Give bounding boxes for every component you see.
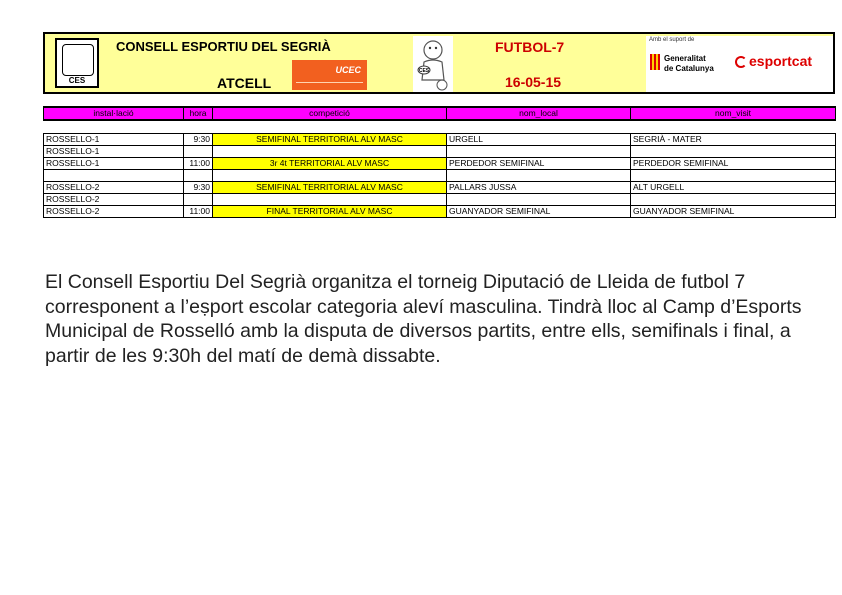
ces-emblem-icon	[62, 44, 94, 76]
cell-home-team: URGELL	[447, 134, 631, 146]
column-header-away-team: nom_visit	[631, 107, 836, 120]
esportcat-swoosh-icon	[735, 56, 747, 68]
cell-competition: SEMIFINAL TERRITORIAL ALV MASC	[213, 134, 447, 146]
table-row	[44, 134, 836, 146]
cell-away-team	[631, 194, 836, 206]
table-spacer-row	[44, 120, 836, 134]
cell-away-team: PERDEDOR SEMIFINAL	[631, 158, 836, 170]
cell-installation: ROSSELLO-1	[44, 158, 184, 170]
table-row	[44, 170, 836, 182]
cell-home-team	[447, 170, 631, 182]
cell-away-team: GUANYADOR SEMIFINAL	[631, 206, 836, 218]
cell-time: 9:30	[184, 134, 213, 146]
cell-competition: SEMIFINAL TERRITORIAL ALV MASC	[213, 182, 447, 194]
organization-title: CONSELL ESPORTIU DEL SEGRIÀ	[116, 39, 331, 54]
event-description: El Consell Esportiu Del Segrià organitza el torneig Diputació de Lleida de futbol 7 corresponent a l’eṣport escolar categoria aleví masculina. Tindrà lloc al Camp d’Esports Municipal de Rosselló amb la disputa de diversos partits, entre ells, semifinals i final, a partir de les 9:30h del matí de demà dissabte.	[45, 271, 802, 367]
ucec-logo-text: UCEC	[335, 65, 361, 75]
column-header-home-team: nom_local	[447, 107, 631, 120]
cell-home-team	[447, 194, 631, 206]
cell-competition	[213, 194, 447, 206]
cell-away-team	[631, 170, 836, 182]
column-header-competition: competició	[213, 107, 447, 120]
table-row	[44, 158, 836, 170]
column-header-time: hora	[184, 107, 213, 120]
cell-installation	[44, 170, 184, 182]
ces-logo	[55, 38, 99, 88]
ces-logo-text: CES	[68, 76, 86, 85]
cell-away-team: SEGRIÀ - MATER	[631, 134, 836, 146]
cell-away-team: ALT URGELL	[631, 182, 836, 194]
sport-label: FUTBOL-7	[495, 39, 565, 55]
cell-time: 11:00	[184, 206, 213, 218]
document-header	[43, 32, 835, 94]
table-row	[44, 194, 836, 206]
generalitat-logo: Generalitat de Catalunya	[664, 54, 714, 73]
cell-time	[184, 170, 213, 182]
table-row	[44, 146, 836, 158]
ucec-logo	[292, 60, 367, 90]
table-row	[44, 182, 836, 194]
table-row	[44, 206, 836, 218]
mascot-icon	[413, 36, 453, 92]
venue-label: ATCELL	[217, 75, 272, 91]
column-header-installation: instal·lació	[44, 107, 184, 120]
table-header-row	[44, 107, 836, 120]
cell-away-team	[631, 146, 836, 158]
cell-installation: ROSSELLO-1	[44, 146, 184, 158]
cell-installation: ROSSELLO-2	[44, 206, 184, 218]
cell-time	[184, 194, 213, 206]
schedule-table	[43, 106, 836, 218]
esportcat-logo: esportcat	[749, 53, 813, 69]
cell-time: 9:30	[184, 182, 213, 194]
generalitat-flag-icon	[650, 54, 660, 70]
cell-competition: FINAL TERRITORIAL ALV MASC	[213, 206, 447, 218]
sponsor-box	[646, 36, 833, 92]
cell-installation: ROSSELLO-1	[44, 134, 184, 146]
event-date: 16-05-15	[505, 74, 562, 90]
cell-competition	[213, 170, 447, 182]
cell-competition: 3r 4t TERRITORIAL ALV MASC	[213, 158, 447, 170]
cell-installation: ROSSELLO-2	[44, 194, 184, 206]
cell-time: 11:00	[184, 158, 213, 170]
cell-home-team	[447, 146, 631, 158]
cell-home-team: GUANYADOR SEMIFINAL	[447, 206, 631, 218]
cell-home-team: PERDEDOR SEMIFINAL	[447, 158, 631, 170]
cell-home-team: PALLARS JUSSA	[447, 182, 631, 194]
support-label: Amb el suport de	[649, 37, 695, 43]
svg-text:CES: CES	[418, 68, 430, 74]
cell-time	[184, 146, 213, 158]
cell-competition	[213, 146, 447, 158]
cell-installation: ROSSELLO-2	[44, 182, 184, 194]
